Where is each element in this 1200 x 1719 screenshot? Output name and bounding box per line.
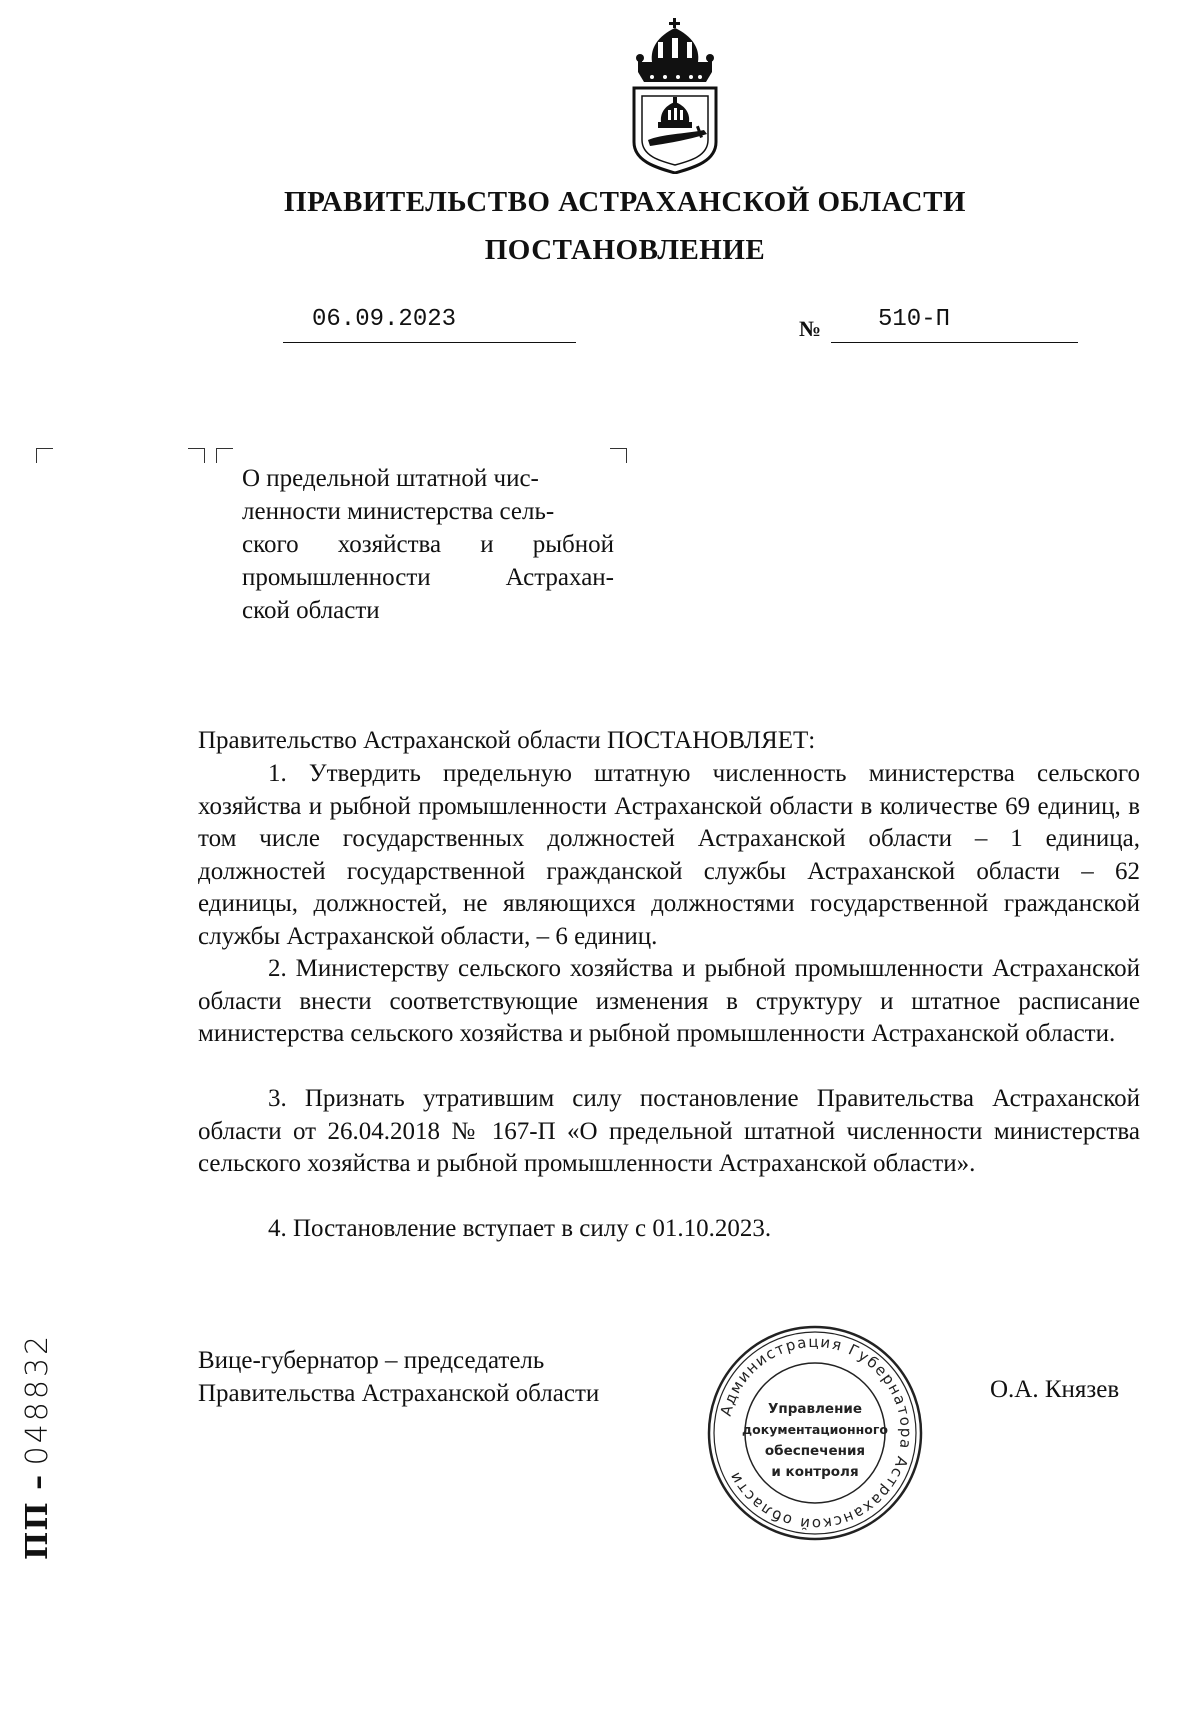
title-line: промышленности Астрахан- (242, 564, 614, 591)
official-stamp (706, 1324, 924, 1542)
side-serial-number (20, 1333, 55, 1560)
title-line: ской области (242, 597, 380, 624)
document-number: 510-П (878, 306, 951, 333)
signatory-position (198, 1344, 599, 1410)
number-sign: № (799, 316, 822, 341)
title-line: О предельной штатной чис- (242, 465, 539, 492)
stamp-center-line: обеспечения (764, 1443, 866, 1459)
stamp-center-line: и контроля (771, 1464, 859, 1480)
paragraph-1: 1. Утвердить предельную штатную численность министерства сельского хозяйства и рыбной промышленности Астраханской области в количестве 69 единиц, в том числе государственных должностей Астраханской области – 1 единица, должностей государственной гражданской службы Астраханской области – 62 единицы, должностей, не являющихся должностями государственной гражданской службы Астраханской области, – 6 единиц. (198, 760, 1140, 950)
stamp-center-line: документационного (742, 1422, 888, 1437)
title-line: ленности министерства сель- (242, 498, 555, 525)
title-line: ского хозяйства и рыбной (242, 531, 614, 558)
paragraph-2: 2. Министерству сельского хозяйства и рыбной промышленности Астраханской области внести соответствующие изменения в структуру и штатное расписание министерства сельского хозяйства и рыбной промышленности Астраханской области. (198, 955, 1140, 1047)
serial-prefix: ПП – (20, 1473, 55, 1560)
paragraph-3: 3. Признать утратившим силу постановление Правительства Астраханской области от 26.04.2018 № 167-П «О предельной штатной численности министерства сельского хозяйства и рыбной промышленности Астраханской области». (198, 1085, 1140, 1177)
position-line: Вице-губернатор – председатель (198, 1347, 545, 1374)
astrakhan-coat-of-arms-icon (628, 18, 722, 174)
corner-mark (610, 448, 627, 463)
document-type-heading: ПОСТАНОВЛЕНИЕ (484, 234, 766, 266)
corner-mark (188, 448, 205, 463)
serial-number: 048832 (20, 1332, 55, 1466)
corner-mark (36, 448, 53, 463)
document-date: 06.09.2023 (312, 306, 457, 333)
decree-title (242, 462, 614, 627)
preamble: Правительство Астраханской области ПОСТАНОВЛЯЕТ: (198, 727, 816, 754)
signatory-name: О.А. Князев (990, 1376, 1120, 1403)
number-underline (831, 342, 1078, 343)
organization-heading: ПРАВИТЕЛЬСТВО АСТРАХАНСКОЙ ОБЛАСТИ (284, 186, 966, 218)
stamp-ring-text: Администрация Губернатора Астраханской области (716, 1332, 916, 1534)
paragraph-4: 4. Постановление вступает в силу с 01.10.2023. (268, 1215, 772, 1242)
corner-mark (216, 448, 233, 463)
position-line: Правительства Астраханской области (198, 1380, 600, 1407)
date-underline (283, 342, 576, 343)
stamp-center-line: Управление (767, 1401, 863, 1417)
